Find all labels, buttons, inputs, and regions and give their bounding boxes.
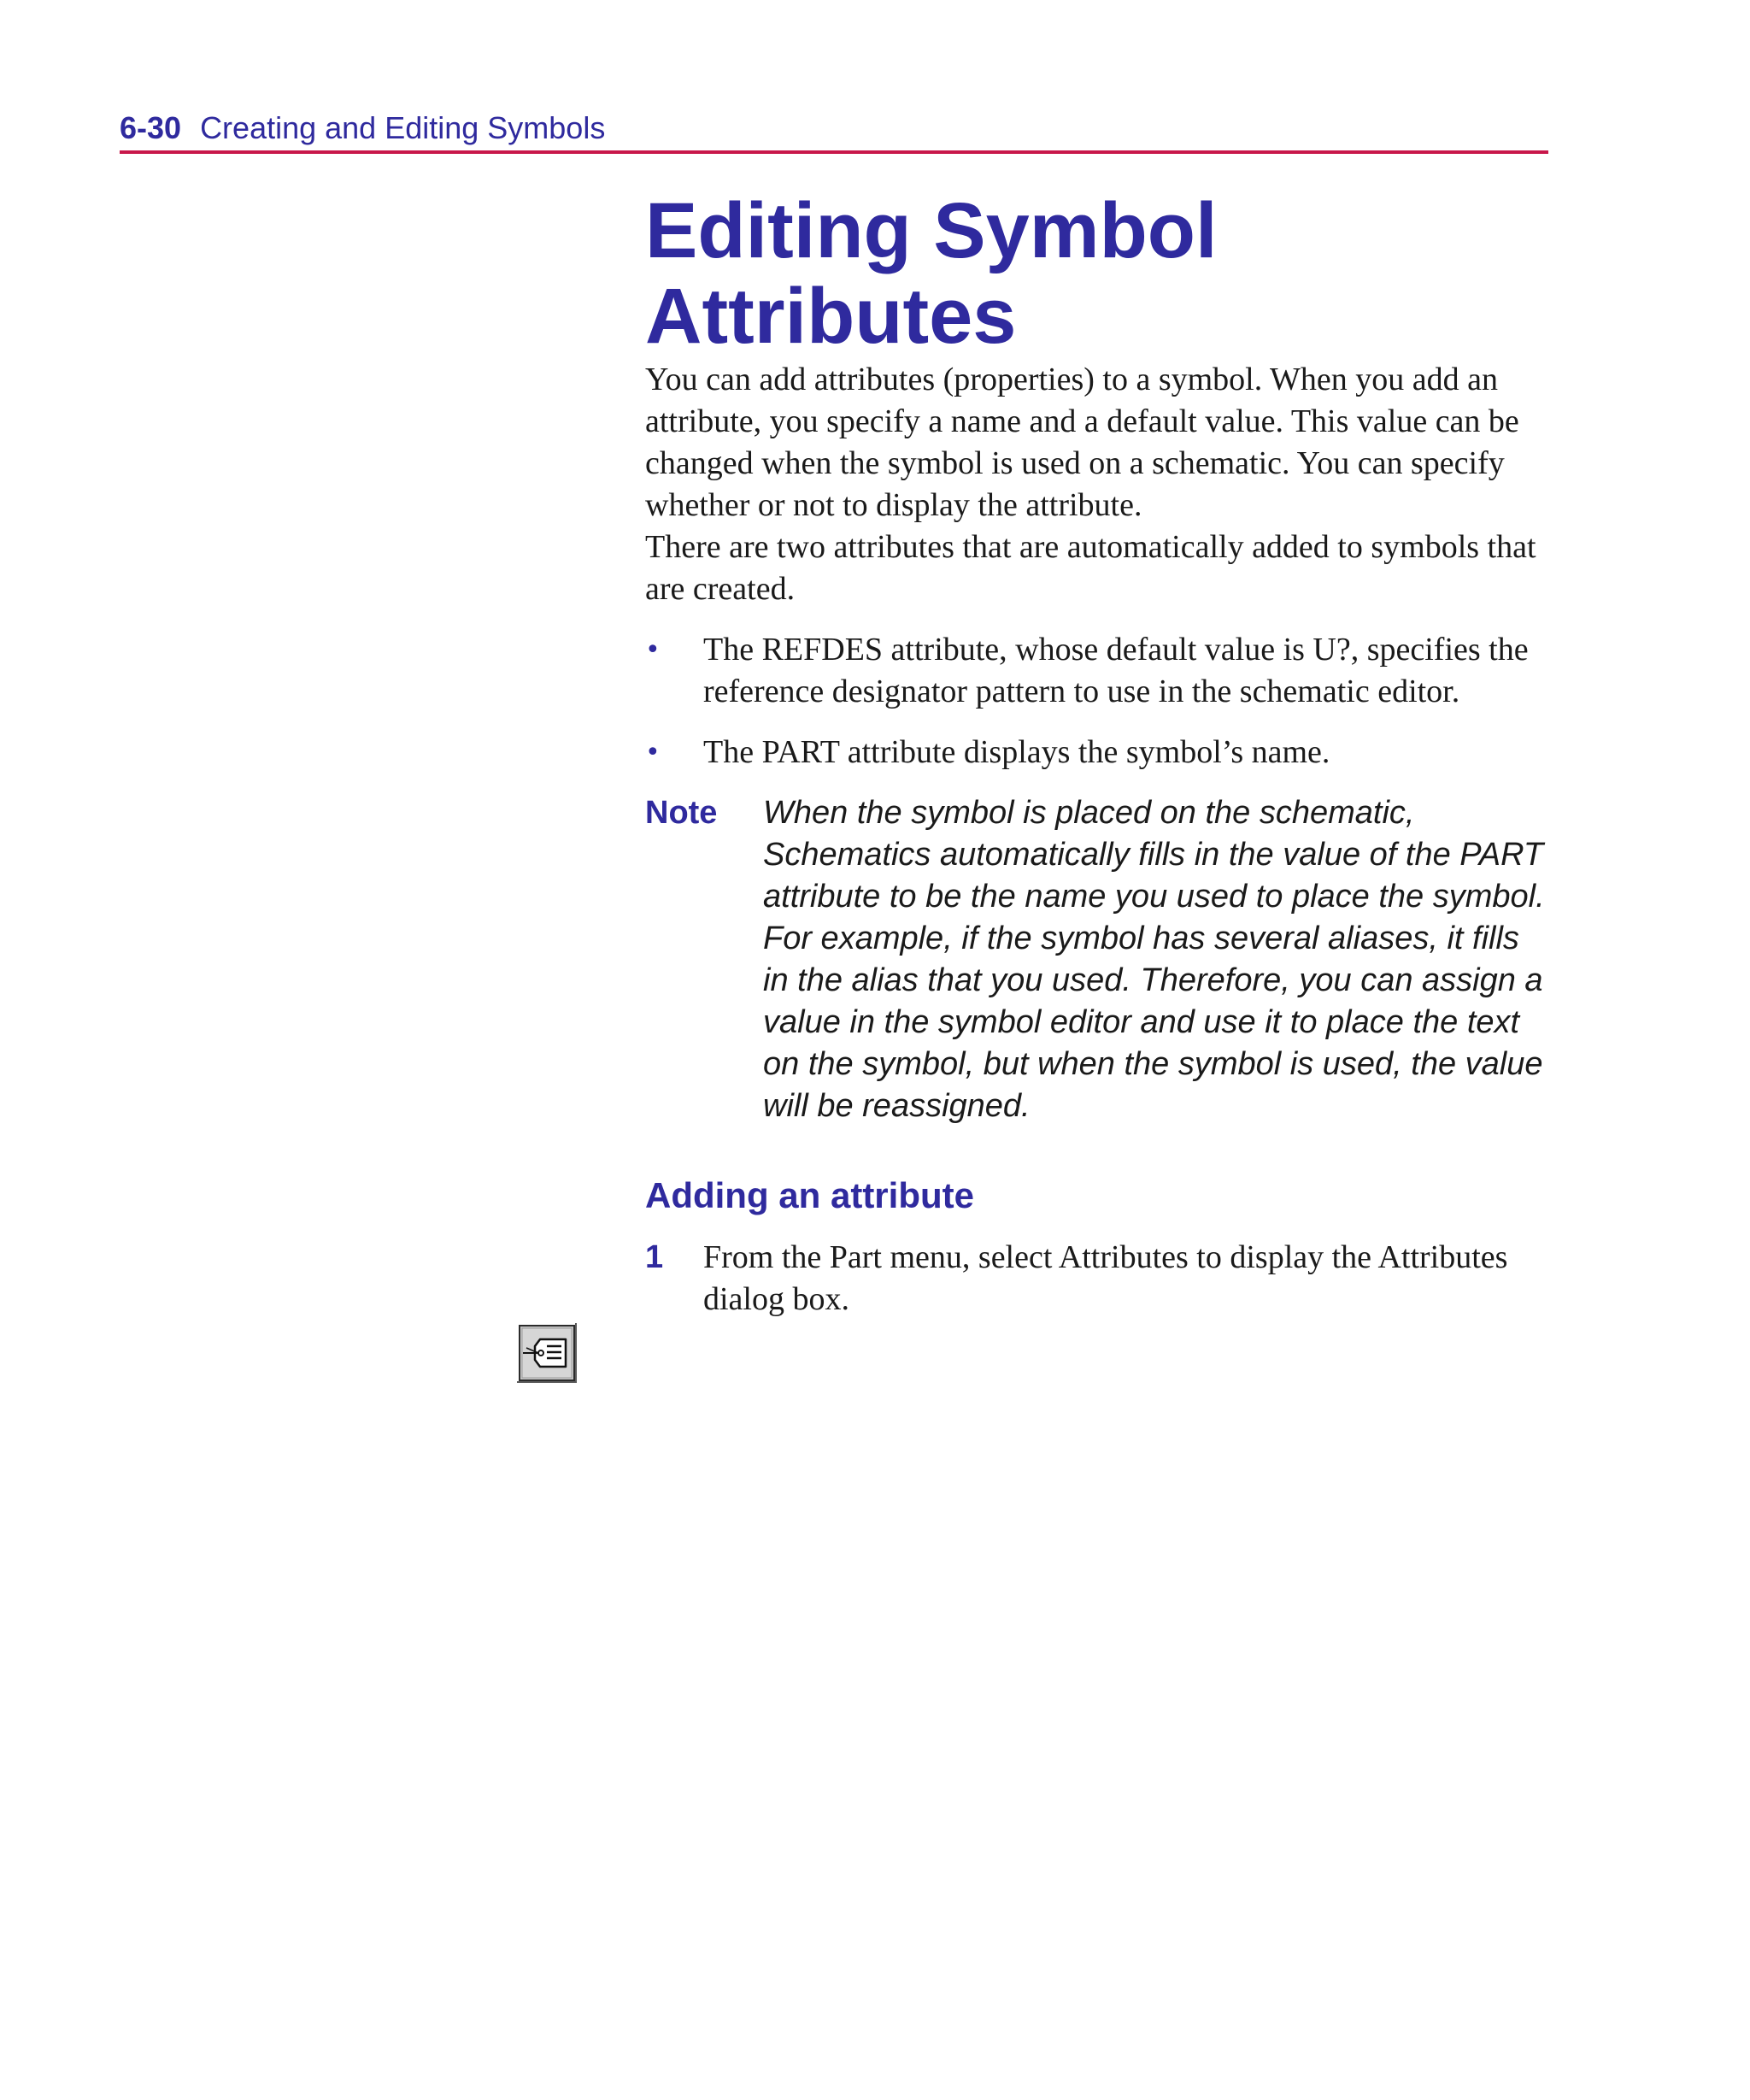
chapter-title: Creating and Editing Symbols — [200, 110, 606, 145]
step-number: 1 — [645, 1239, 664, 1275]
note-text: When the symbol is placed on the schematic, Schematics automatically fills in the value of the PART attribute to be the name you used to place the symbol. For example, if the symbol has several aliases, it fills in the alias that you used. Therefore, you can assign a value in the symbol editor and use it to place the text on the symbol, but when the symbol is used, the value will be reassigned. — [763, 795, 1545, 1124]
list-item — [645, 732, 1551, 774]
running-header — [120, 106, 1548, 150]
bullet-text-refdes: The REFDES attribute, whose default value is U?, specifies the reference designator pattern to use in the schematic editor. — [703, 632, 1529, 709]
note-block — [645, 792, 1551, 1127]
page-number: 6-30 — [120, 110, 182, 145]
page-title-line-1: Editing Symbol — [645, 187, 1218, 274]
page-title-line-2: Attributes — [645, 273, 1017, 360]
step-text: From the Part menu, select Attributes to display the Attributes dialog box. — [703, 1239, 1508, 1317]
bullet-icon: • — [645, 738, 661, 768]
bullet-list — [645, 629, 1551, 774]
list-item — [645, 629, 1551, 713]
attribute-tag-icon — [516, 1322, 578, 1384]
procedure-step — [645, 1237, 1551, 1321]
intro-paragraph: You can add attributes (properties) to a symbol. When you add an attribute, you specify a name and a default value. This value can be changed when the symbol is used on a schematic. You can specify whether or not to display the attribute. — [645, 362, 1519, 523]
automatic-attributes-paragraph: There are two attributes that are automatically added to symbols that are created. — [645, 529, 1536, 607]
section-heading: Adding an attribute — [645, 1175, 974, 1215]
bullet-text-part: The PART attribute displays the symbol’s name. — [703, 734, 1330, 770]
main-content — [645, 188, 1551, 1321]
bullet-icon: • — [645, 635, 661, 665]
header-rule — [120, 150, 1548, 154]
note-label: Note — [645, 795, 718, 831]
page-title — [645, 188, 1551, 359]
